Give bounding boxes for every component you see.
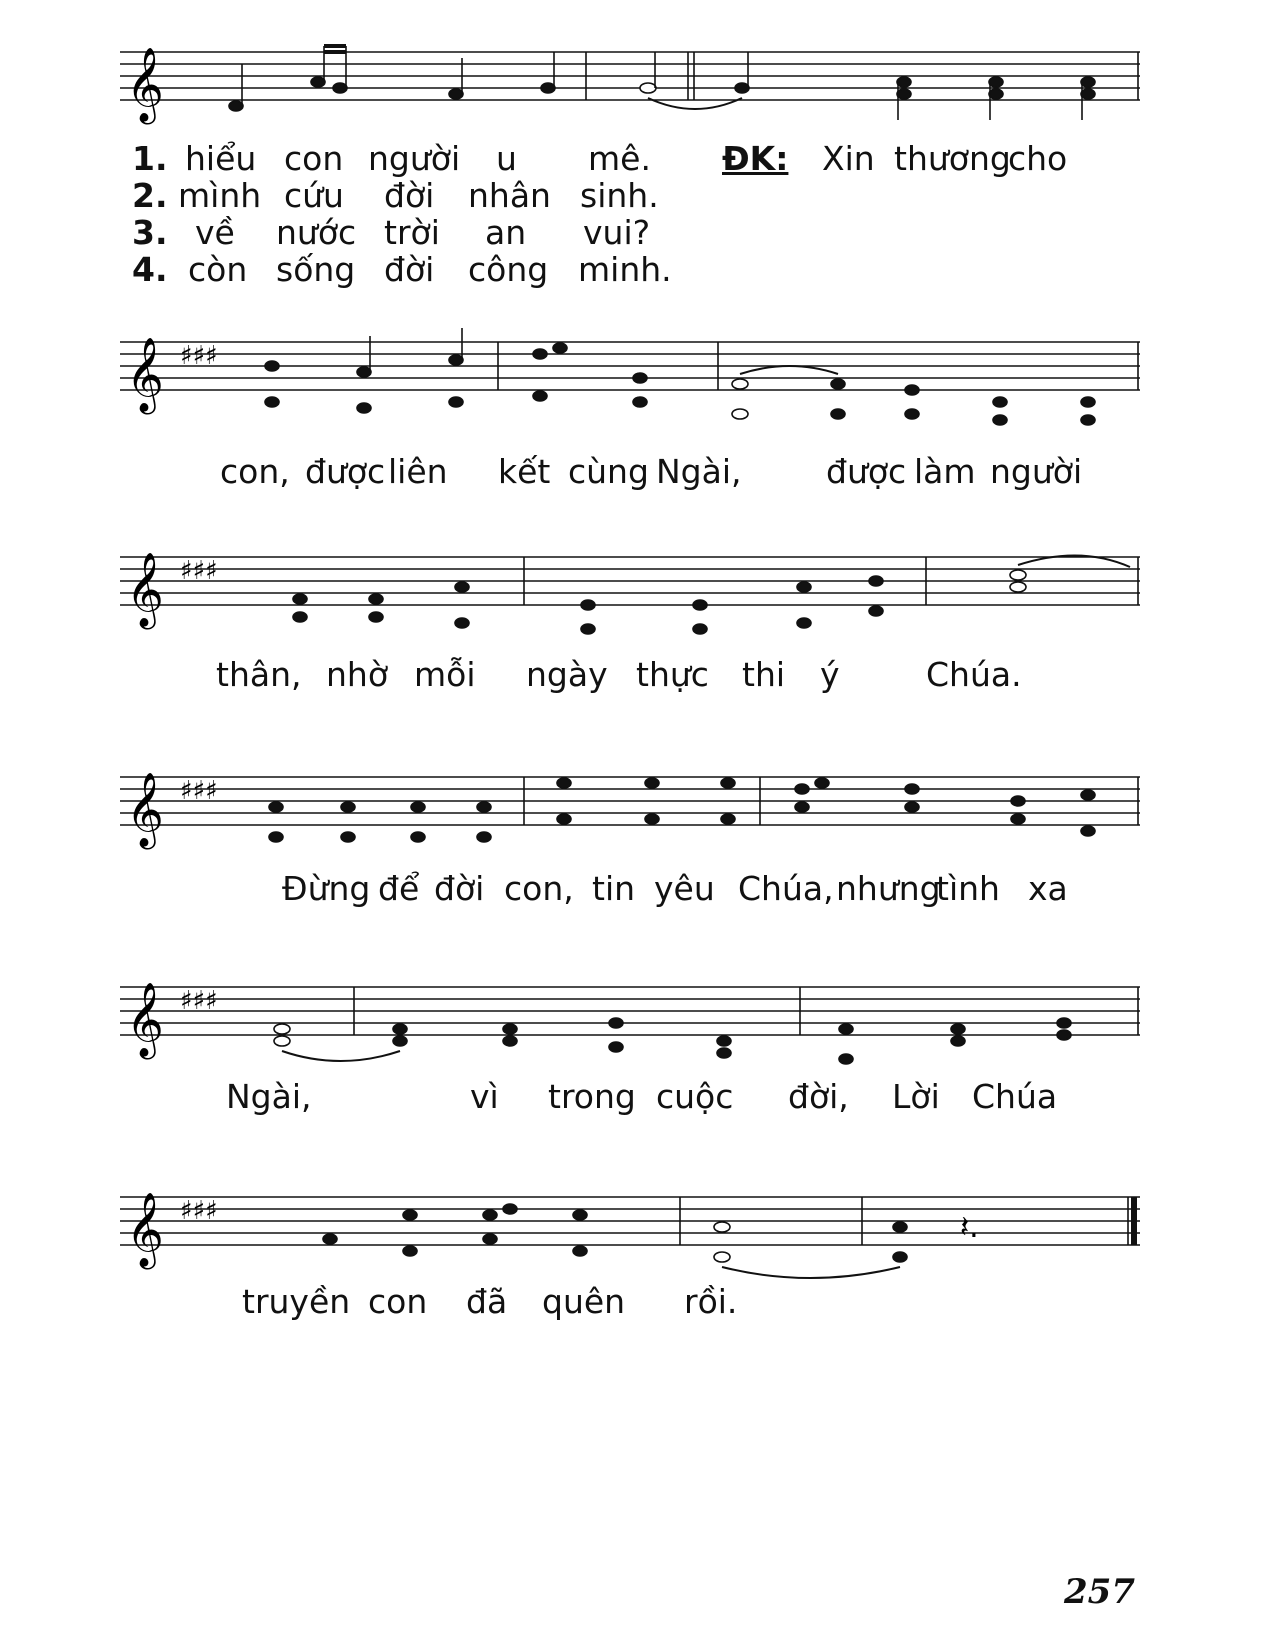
lyric-word: hiểu [185,139,257,178]
lyric-word: sống [276,250,356,289]
lyric-word: con, [220,452,290,491]
lyric-word: ý [820,655,840,694]
lyric-word: để [378,869,420,908]
lyric-word: nhưng [836,869,941,908]
lyric-word: mê. [588,139,651,178]
lyric-word: con [284,139,344,178]
key-signature-sharps: ♯♯♯ [180,776,218,806]
lyric-word: trong [548,1077,636,1116]
key-signature-sharps: ♯♯♯ [180,986,218,1016]
lyric-word: Đừng [282,869,371,908]
staff-system-2 [0,330,1275,460]
lyric-word: sinh. [580,176,659,215]
verse-number: 4. [132,250,168,289]
lyric-word: đời [434,869,485,908]
lyric-word: Ngài, [656,452,742,491]
verse-4 [0,250,1275,293]
lyric-word: vì [470,1077,499,1116]
staff-system-1 [0,40,1275,140]
quarter-rest-icon: 𝄽. [960,1210,979,1245]
lyric-word: thực [636,655,709,694]
lyric-word: yêu [654,869,715,908]
lyric-word: mình [178,176,262,215]
lyric-word: còn [188,250,248,289]
lyric-word: Chúa, [738,869,834,908]
lyric-word: thân, [216,655,302,694]
lyric-line-5 [0,1282,1275,1325]
lyric-word: cứu [284,176,344,215]
lyric-word: nhờ [326,655,389,694]
lyric-word: u [496,139,517,178]
lyric-line-4 [0,1077,1275,1120]
lyric-line-2 [0,655,1275,698]
lyric-word: quên [542,1282,626,1321]
lyric-word: vui? [583,213,651,252]
lyric-word: tình [936,869,1000,908]
lyric-word: đã [466,1282,508,1321]
lyric-word: ngày [526,655,608,694]
lyric-word: Xin [822,139,875,178]
verse-number: 1. [132,139,168,178]
lyric-word: được [826,452,907,491]
lyric-word: công [468,250,549,289]
lyric-word: liên [388,452,448,491]
lyric-line-1 [0,452,1275,495]
lyric-word: nhân [468,176,551,215]
lyric-word: đời, [788,1077,849,1116]
treble-clef-icon: 𝄞 [126,1193,164,1267]
lyric-word: đời [384,250,435,289]
lyric-word: thương [894,139,1011,178]
key-signature-sharps: ♯♯♯ [180,556,218,586]
lyric-word: nước [276,213,357,252]
lyric-word: Ngài, [226,1077,312,1116]
lyric-word: về [195,213,235,252]
lyric-line-3 [0,869,1275,912]
treble-clef-icon: 𝄞 [126,983,164,1057]
lyric-word: truyền [242,1282,351,1321]
lyric-word: người [368,139,461,178]
lyric-word: người [990,452,1083,491]
page-number: 257 [1064,1572,1135,1612]
lyric-word: Lời [892,1077,940,1116]
lyric-word: an [485,213,527,252]
lyric-word: Chúa. [926,655,1022,694]
lyric-word: con, [504,869,574,908]
treble-clef-icon: 𝄞 [126,553,164,627]
lyric-word: cho [1008,139,1068,178]
lyric-word: minh. [578,250,672,289]
lyric-word: tin [592,869,636,908]
lyric-word: đời [384,176,435,215]
key-signature-sharps: ♯♯♯ [180,1196,218,1226]
lyric-word: con [368,1282,428,1321]
lyric-word: xa [1028,869,1068,908]
lyric-word: kết [498,452,551,491]
verse-number: 2. [132,176,168,215]
key-signature-sharps: ♯♯♯ [180,341,218,371]
lyric-word: cùng [568,452,649,491]
verse-number: 3. [132,213,168,252]
lyric-word: làm [914,452,976,491]
lyric-word: rồi. [684,1282,738,1321]
lyric-word: thi [742,655,786,694]
lyric-word: cuộc [656,1077,734,1116]
treble-clef-icon: 𝄞 [126,338,164,412]
treble-clef-icon: 𝄞 [126,48,164,122]
lyric-word: Chúa [972,1077,1058,1116]
treble-clef-icon: 𝄞 [126,773,164,847]
lyric-word: được [305,452,386,491]
lyric-word: mỗi [414,655,476,694]
lyric-word: trời [384,213,440,252]
refrain-label: ĐK: [722,139,789,178]
